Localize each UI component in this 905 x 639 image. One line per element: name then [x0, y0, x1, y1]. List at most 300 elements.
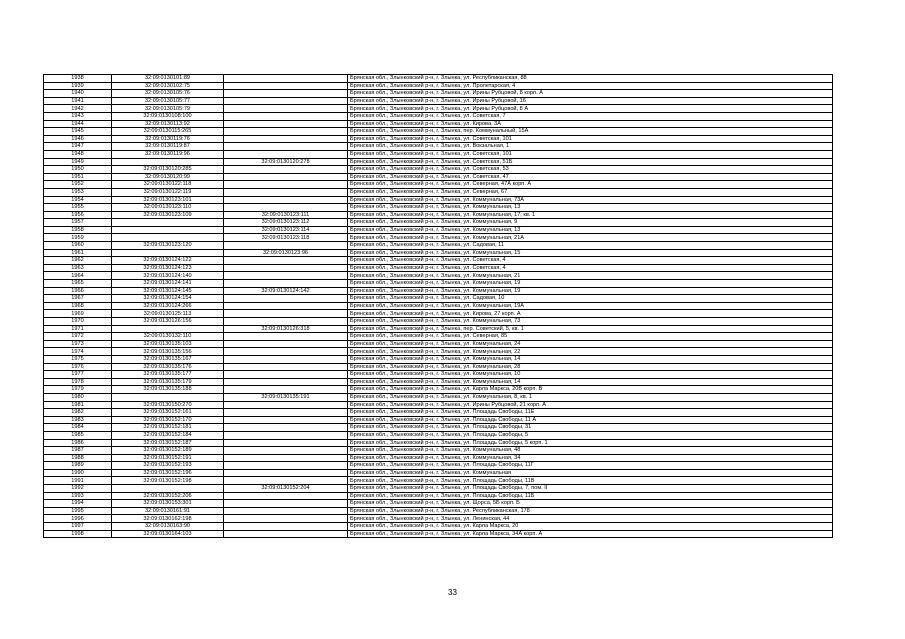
address-cell: Брянская обл., Злынковский р-н, г. Злынка, ул. Ирины Рубцовой, 16 [348, 97, 833, 105]
row-number-cell: 1945 [44, 128, 112, 136]
address-cell: Брянская обл., Злынковский р-н, г. Злынка, ул. Коммунальная, 48 [348, 447, 833, 455]
secondary-cadastral-number-cell [224, 416, 348, 424]
row-number-cell: 1947 [44, 143, 112, 151]
address-cell: Брянская обл., Злынковский р-н, г. Злынка, ул. Площадь Свободы, 11В [348, 477, 833, 485]
address-cell: Брянская обл., Злынковский р-н, г. Злынка, ул. Коммунальная, 22 [348, 348, 833, 356]
table-row [44, 234, 833, 242]
cadastral-number-cell: 32:09:0130135:176 [112, 363, 224, 371]
secondary-cadastral-number-cell [224, 143, 348, 151]
table-row [44, 166, 833, 174]
cadastral-number-cell: 32:09:0130152:198 [112, 477, 224, 485]
address-cell: Брянская обл., Злынковский р-н, г. Злынка, пер. Коммунальный, 15А [348, 128, 833, 136]
address-cell: Брянская обл., Злынковский р-н, г. Злынка, ул. Ирины Рубцовой, 8 корп. А [348, 90, 833, 98]
cadastral-number-cell: 32:09:0130122:119 [112, 188, 224, 196]
address-cell: Брянская обл., Злынковский р-н, г. Злынка, ул. Коммунальная, 8, кв. 1 [348, 393, 833, 401]
table-row [44, 431, 833, 439]
cadastral-number-cell: 32:09:0130152:193 [112, 462, 224, 470]
table-row [44, 393, 833, 401]
address-cell: Брянская обл., Злынковский р-н, г. Злынка, ул. Коммунальная, 13 [348, 204, 833, 212]
table-row [44, 386, 833, 394]
row-number-cell: 1954 [44, 196, 112, 204]
address-cell: Брянская обл., Злынковский р-н, г. Злынка, ул. Коммунальная, 10 [348, 371, 833, 379]
row-number-cell: 1939 [44, 82, 112, 90]
secondary-cadastral-number-cell [224, 515, 348, 523]
row-number-cell: 1949 [44, 158, 112, 166]
address-cell: Брянская обл., Злынковский р-н, г. Злынка, ул. Советская, 4 [348, 264, 833, 272]
secondary-cadastral-number-cell [224, 492, 348, 500]
table-row [44, 287, 833, 295]
table-row [44, 310, 833, 318]
cadastral-number-cell: 32:09:0130123:101 [112, 196, 224, 204]
row-number-cell: 1960 [44, 242, 112, 250]
address-cell: Брянская обл., Злынковский р-н, г. Злынка, ул. Садовая, 11 [348, 242, 833, 250]
secondary-cadastral-number-cell: 32:09:0130126:318 [224, 325, 348, 333]
table-row [44, 120, 833, 128]
row-number-cell: 1990 [44, 469, 112, 477]
address-cell: Брянская обл., Злынковский р-н, г. Злынка, ул. Карла Маркса, 20 [348, 523, 833, 531]
row-number-cell: 1996 [44, 515, 112, 523]
row-number-cell: 1969 [44, 310, 112, 318]
secondary-cadastral-number-cell [224, 280, 348, 288]
table-row [44, 424, 833, 432]
cadastral-number-cell: 32:09:0130124:266 [112, 302, 224, 310]
row-number-cell: 1972 [44, 333, 112, 341]
row-number-cell: 1953 [44, 188, 112, 196]
cadastral-number-cell: 32:09:0130162:198 [112, 515, 224, 523]
address-cell: Брянская обл., Злынковский р-н, г. Злынка, ул. Коммунальная, 73А [348, 196, 833, 204]
table-row [44, 112, 833, 120]
row-number-cell: 1997 [44, 523, 112, 531]
address-cell: Брянская обл., Злынковский р-н, г. Злынка, ул. Ирины Рубцовой, 21 корп. А [348, 401, 833, 409]
secondary-cadastral-number-cell [224, 302, 348, 310]
address-cell: Брянская обл., Злынковский р-н, г. Злынка, ул. Советская, 101 [348, 150, 833, 158]
row-number-cell: 1963 [44, 264, 112, 272]
cadastral-number-cell: 32:09:0130124:154 [112, 295, 224, 303]
row-number-cell: 1964 [44, 272, 112, 280]
address-cell: Брянская обл., Злынковский р-н, г. Злынка, ул. Площадь Свободы, 11 А [348, 416, 833, 424]
cadastral-number-cell: 32:09:0130152:161 [112, 409, 224, 417]
cadastral-number-cell [112, 234, 224, 242]
cadastral-number-cell: 32:09:0130125:113 [112, 310, 224, 318]
secondary-cadastral-number-cell [224, 105, 348, 113]
cadastral-number-cell: 32:09:0130105:77 [112, 97, 224, 105]
row-number-cell: 1956 [44, 211, 112, 219]
row-number-cell: 1973 [44, 340, 112, 348]
cadastral-number-cell: 32:09:0130152:184 [112, 431, 224, 439]
cadastral-number-cell [112, 226, 224, 234]
table-row [44, 485, 833, 493]
address-cell: Брянская обл., Злынковский р-н, г. Злынка, ул. Коммунальная [348, 469, 833, 477]
secondary-cadastral-number-cell [224, 348, 348, 356]
table-row [44, 378, 833, 386]
table-row [44, 340, 833, 348]
row-number-cell: 1950 [44, 166, 112, 174]
row-number-cell: 1965 [44, 280, 112, 288]
cadastral-number-cell: 32:09:0130120:99 [112, 173, 224, 181]
row-number-cell: 1991 [44, 477, 112, 485]
row-number-cell: 1942 [44, 105, 112, 113]
cadastral-number-cell: 32:09:0130101:89 [112, 75, 224, 83]
table-row [44, 150, 833, 158]
secondary-cadastral-number-cell: 32:09:0130123:96 [224, 249, 348, 257]
address-cell: Брянская обл., Злынковский р-н, г. Злынка, ул. Коммунальная, 19А [348, 302, 833, 310]
address-cell: Брянская обл., Злынковский р-н, г. Злынка, ул. Площадь Свободы, 7, пом. II [348, 485, 833, 493]
row-number-cell: 1979 [44, 386, 112, 394]
address-cell: Брянская обл., Злынковский р-н, г. Злынка, ул. Коммунальная, 21А [348, 234, 833, 242]
address-cell: Брянская обл., Злынковский р-н, г. Злынка, ул. Коммунальная, 14 [348, 378, 833, 386]
table-row [44, 242, 833, 250]
table-row [44, 515, 833, 523]
cadastral-number-cell [112, 158, 224, 166]
secondary-cadastral-number-cell [224, 447, 348, 455]
row-number-cell: 1940 [44, 90, 112, 98]
cadastral-number-cell: 32:09:0130119:76 [112, 135, 224, 143]
cadastral-number-cell: 32:09:0130161:91 [112, 507, 224, 515]
secondary-cadastral-number-cell [224, 454, 348, 462]
secondary-cadastral-number-cell [224, 188, 348, 196]
table-row [44, 295, 833, 303]
row-number-cell: 1941 [44, 97, 112, 105]
cadastral-number-cell: 32:09:0130124:140 [112, 272, 224, 280]
cadastral-number-cell: 32:09:0130153:301 [112, 500, 224, 508]
cadastral-number-cell: 32:09:0130152:181 [112, 424, 224, 432]
row-number-cell: 1951 [44, 173, 112, 181]
row-number-cell: 1981 [44, 401, 112, 409]
cadastral-number-cell [112, 393, 224, 401]
table-row [44, 371, 833, 379]
page-number: 33 [448, 588, 457, 597]
secondary-cadastral-number-cell [224, 166, 348, 174]
cadastral-number-cell: 32:09:0130108:100 [112, 112, 224, 120]
table-row [44, 173, 833, 181]
table-row [44, 75, 833, 83]
address-cell: Брянская обл., Злынковский р-н, г. Злынка, ул. Коммунальная, 28 [348, 363, 833, 371]
table-row [44, 105, 833, 113]
address-cell: Брянская обл., Злынковский р-н, г. Злынка, ул. Северная, 67 [348, 188, 833, 196]
cadastral-number-cell: 32:09:0130152:189 [112, 447, 224, 455]
row-number-cell: 1994 [44, 500, 112, 508]
table-row [44, 211, 833, 219]
table-row [44, 143, 833, 151]
row-number-cell: 1980 [44, 393, 112, 401]
secondary-cadastral-number-cell: 32:09:0130152:204 [224, 485, 348, 493]
cadastral-number-cell: 32:09:0130120:285 [112, 166, 224, 174]
row-number-cell: 1977 [44, 371, 112, 379]
address-cell: Брянская обл., Злынковский р-н, г. Злынка, ул. Коммунальная, 9 [348, 219, 833, 227]
secondary-cadastral-number-cell [224, 333, 348, 341]
registry-table [43, 74, 833, 538]
address-cell: Брянская обл., Злынковский р-н, г. Злынка, ул. Площадь Свободы, 5 [348, 431, 833, 439]
table-row [44, 82, 833, 90]
address-cell: Брянская обл., Злынковский р-н, г. Злынка, ул. Коммунальная, 17, кв. 1 [348, 211, 833, 219]
cadastral-number-cell [112, 219, 224, 227]
secondary-cadastral-number-cell [224, 401, 348, 409]
secondary-cadastral-number-cell: 32:09:0130123:114 [224, 226, 348, 234]
secondary-cadastral-number-cell [224, 272, 348, 280]
row-number-cell: 1989 [44, 462, 112, 470]
cadastral-number-cell: 32:09:0130124:145 [112, 287, 224, 295]
table-row [44, 97, 833, 105]
secondary-cadastral-number-cell [224, 75, 348, 83]
cadastral-number-cell: 32:09:0130115:265 [112, 128, 224, 136]
secondary-cadastral-number-cell: 32:09:0130120:278 [224, 158, 348, 166]
row-number-cell: 1983 [44, 416, 112, 424]
cadastral-number-cell: 32:09:0130150:270 [112, 401, 224, 409]
row-number-cell: 1992 [44, 485, 112, 493]
row-number-cell: 1966 [44, 287, 112, 295]
address-cell: Брянская обл., Злынковский р-н, г. Злынка, ул. Площадь Свободы, 11Г [348, 462, 833, 470]
address-cell: Брянская обл., Злынковский р-н, г. Злынка, ул. Площадь Свободы, 31 [348, 424, 833, 432]
address-cell: Брянская обл., Злынковский р-н, г. Злынка, ул. Советская, 53 [348, 166, 833, 174]
table-row [44, 188, 833, 196]
secondary-cadastral-number-cell [224, 135, 348, 143]
secondary-cadastral-number-cell [224, 310, 348, 318]
table-row [44, 272, 833, 280]
cadastral-number-cell: 32:09:0130152:206 [112, 492, 224, 500]
secondary-cadastral-number-cell [224, 97, 348, 105]
address-cell: Брянская обл., Злынковский р-н, г. Злынка, ул. Площадь Свободы, 11Е [348, 409, 833, 417]
secondary-cadastral-number-cell: 32:09:0130123:111 [224, 211, 348, 219]
cadastral-number-cell: 32:09:0130152:170 [112, 416, 224, 424]
secondary-cadastral-number-cell [224, 523, 348, 531]
table-row [44, 302, 833, 310]
table-row [44, 128, 833, 136]
row-number-cell: 1968 [44, 302, 112, 310]
address-cell: Брянская обл., Злынковский р-н, г. Злынка, ул. Садовая, 10 [348, 295, 833, 303]
secondary-cadastral-number-cell [224, 257, 348, 265]
row-number-cell: 1957 [44, 219, 112, 227]
row-number-cell: 1986 [44, 439, 112, 447]
secondary-cadastral-number-cell [224, 128, 348, 136]
cadastral-number-cell: 32:09:0130113:92 [112, 120, 224, 128]
row-number-cell: 1982 [44, 409, 112, 417]
address-cell: Брянская обл., Злынковский р-н, г. Злынка, пер. Советский, 5, кв. 1 [348, 325, 833, 333]
cadastral-number-cell: 32:09:0130163:90 [112, 523, 224, 531]
cadastral-number-cell: 32:09:0130135:177 [112, 371, 224, 379]
cadastral-number-cell: 32:09:0130123:109 [112, 211, 224, 219]
row-number-cell: 1978 [44, 378, 112, 386]
table-row [44, 454, 833, 462]
address-cell: Брянская обл., Злынковский р-н, г. Злынка, ул. Кирова, 27 корп. А [348, 310, 833, 318]
secondary-cadastral-number-cell [224, 409, 348, 417]
address-cell: Брянская обл., Злынковский р-н, г. Злынка, ул. Кирова, 3А [348, 120, 833, 128]
cadastral-number-cell: 32:09:0130105:76 [112, 90, 224, 98]
secondary-cadastral-number-cell [224, 424, 348, 432]
table-row [44, 462, 833, 470]
table-row [44, 500, 833, 508]
table-row [44, 226, 833, 234]
secondary-cadastral-number-cell [224, 82, 348, 90]
table-row [44, 348, 833, 356]
secondary-cadastral-number-cell [224, 439, 348, 447]
cadastral-number-cell: 32:09:0130124:122 [112, 257, 224, 265]
table-row [44, 507, 833, 515]
row-number-cell: 1955 [44, 204, 112, 212]
row-number-cell: 1985 [44, 431, 112, 439]
table-row [44, 318, 833, 326]
cadastral-number-cell: 32:09:0130135:179 [112, 378, 224, 386]
cadastral-number-cell: 32:09:0130123:110 [112, 204, 224, 212]
secondary-cadastral-number-cell [224, 431, 348, 439]
cadastral-number-cell: 32:09:0130123:120 [112, 242, 224, 250]
row-number-cell: 1970 [44, 318, 112, 326]
table-row [44, 530, 833, 538]
secondary-cadastral-number-cell [224, 469, 348, 477]
table-row [44, 469, 833, 477]
address-cell: Брянская обл., Злынковский р-н, г. Злынка, ул. Карла Маркса, 20В корп. В [348, 386, 833, 394]
address-cell: Брянская обл., Злынковский р-н, г. Злынка, ул. Коммунальная, 13 [348, 226, 833, 234]
cadastral-number-cell: 32:09:0130119:96 [112, 150, 224, 158]
cadastral-number-cell: 32:09:0130152:196 [112, 469, 224, 477]
cadastral-number-cell: 32:09:0130135:103 [112, 340, 224, 348]
row-number-cell: 1976 [44, 363, 112, 371]
table-row [44, 204, 833, 212]
secondary-cadastral-number-cell [224, 173, 348, 181]
row-number-cell: 1993 [44, 492, 112, 500]
table-row [44, 181, 833, 189]
secondary-cadastral-number-cell [224, 340, 348, 348]
address-cell: Брянская обл., Злынковский р-н, г. Злынка, ул. Коммунальная, 73 [348, 318, 833, 326]
secondary-cadastral-number-cell: 32:09:0130124:142 [224, 287, 348, 295]
table-row [44, 477, 833, 485]
table-row [44, 325, 833, 333]
row-number-cell: 1998 [44, 530, 112, 538]
row-number-cell: 1944 [44, 120, 112, 128]
address-cell: Брянская обл., Злынковский р-н, г. Злынка, ул. Республиканская, 88 [348, 75, 833, 83]
row-number-cell: 1961 [44, 249, 112, 257]
address-cell: Брянская обл., Злынковский р-н, г. Злынка, ул. Советская, 51Б [348, 158, 833, 166]
table-row [44, 355, 833, 363]
secondary-cadastral-number-cell [224, 530, 348, 538]
cadastral-number-cell: 32:09:0130132:110 [112, 333, 224, 341]
address-cell: Брянская обл., Злынковский р-н, г. Злынка, ул. Коммунальная, 34 [348, 454, 833, 462]
secondary-cadastral-number-cell [224, 196, 348, 204]
row-number-cell: 1967 [44, 295, 112, 303]
row-number-cell: 1938 [44, 75, 112, 83]
table-row [44, 219, 833, 227]
table-row [44, 90, 833, 98]
row-number-cell: 1962 [44, 257, 112, 265]
address-cell: Брянская обл., Злынковский р-н, г. Злынка, ул. Коммунальная, 21 [348, 272, 833, 280]
secondary-cadastral-number-cell [224, 477, 348, 485]
secondary-cadastral-number-cell [224, 363, 348, 371]
row-number-cell: 1943 [44, 112, 112, 120]
address-cell: Брянская обл., Злынковский р-н, г. Злынка, ул. Советская, 47 [348, 173, 833, 181]
cadastral-number-cell: 32:09:0130164:103 [112, 530, 224, 538]
table-row [44, 439, 833, 447]
address-cell: Брянская обл., Злынковский р-н, г. Злынка, ул. Площадь Свободы, 11Б [348, 492, 833, 500]
row-number-cell: 1975 [44, 355, 112, 363]
row-number-cell: 1984 [44, 424, 112, 432]
row-number-cell: 1974 [44, 348, 112, 356]
secondary-cadastral-number-cell [224, 462, 348, 470]
address-cell: Брянская обл., Злынковский р-н, г. Злынка, ул. Коммунальная, 14 [348, 355, 833, 363]
cadastral-number-cell: 32:09:0130124:123 [112, 264, 224, 272]
secondary-cadastral-number-cell [224, 500, 348, 508]
secondary-cadastral-number-cell [224, 318, 348, 326]
secondary-cadastral-number-cell [224, 242, 348, 250]
table-row [44, 264, 833, 272]
address-cell: Брянская обл., Злынковский р-н, г. Злынка, ул. Северная, 85 [348, 333, 833, 341]
address-cell: Брянская обл., Злынковский р-н, г. Злынка, ул. Коммунальная, 15 [348, 249, 833, 257]
row-number-cell: 1959 [44, 234, 112, 242]
table-row [44, 257, 833, 265]
secondary-cadastral-number-cell [224, 120, 348, 128]
table-row [44, 249, 833, 257]
secondary-cadastral-number-cell [224, 386, 348, 394]
cadastral-number-cell: 32:09:0130152:187 [112, 439, 224, 447]
table-row [44, 523, 833, 531]
secondary-cadastral-number-cell [224, 264, 348, 272]
secondary-cadastral-number-cell: 32:09:0130123:112 [224, 219, 348, 227]
address-cell: Брянская обл., Злынковский р-н, г. Злынка, ул. Коммунальная, 19 [348, 287, 833, 295]
address-cell: Брянская обл., Злынковский р-н, г. Злынка, ул. Щорса, 5Б корп. Б [348, 500, 833, 508]
row-number-cell: 1988 [44, 454, 112, 462]
cadastral-number-cell: 32:09:0130135:156 [112, 348, 224, 356]
cadastral-number-cell: 32:09:0130122:118 [112, 181, 224, 189]
table-row [44, 492, 833, 500]
cadastral-number-cell: 32:09:0130124:141 [112, 280, 224, 288]
row-number-cell: 1948 [44, 150, 112, 158]
cadastral-number-cell: 32:09:0130135:188 [112, 386, 224, 394]
registry-table-body [44, 75, 833, 538]
row-number-cell: 1946 [44, 135, 112, 143]
secondary-cadastral-number-cell [224, 295, 348, 303]
table-row [44, 416, 833, 424]
cadastral-number-cell: 32:09:0130105:79 [112, 105, 224, 113]
secondary-cadastral-number-cell [224, 378, 348, 386]
table-row [44, 333, 833, 341]
address-cell: Брянская обл., Злынковский р-н, г. Злынка, ул. Коммунальная, 19 [348, 280, 833, 288]
table-row [44, 363, 833, 371]
table-row [44, 135, 833, 143]
table-row [44, 196, 833, 204]
secondary-cadastral-number-cell [224, 371, 348, 379]
secondary-cadastral-number-cell [224, 204, 348, 212]
cadastral-number-cell: 32:09:0130119:87 [112, 143, 224, 151]
address-cell: Брянская обл., Злынковский р-н, г. Злынка, ул. Советская, 101 [348, 135, 833, 143]
address-cell: Брянская обл., Злынковский р-н, г. Злынка, ул. Площадь Свободы, 5 корп. 1 [348, 439, 833, 447]
address-cell: Брянская обл., Злынковский р-н, г. Злынка, ул. Советская, 4 [348, 257, 833, 265]
address-cell: Брянская обл., Злынковский р-н, г. Злынка, ул. Пролетарская, 4 [348, 82, 833, 90]
secondary-cadastral-number-cell [224, 150, 348, 158]
cadastral-number-cell [112, 325, 224, 333]
secondary-cadastral-number-cell [224, 507, 348, 515]
cadastral-number-cell [112, 485, 224, 493]
cadastral-number-cell [112, 249, 224, 257]
secondary-cadastral-number-cell: 32:09:0130135:191 [224, 393, 348, 401]
address-cell: Брянская обл., Злынковский р-н, г. Злынка, ул. Северная, 47А корп. А [348, 181, 833, 189]
cadastral-number-cell: 32:09:0130152:191 [112, 454, 224, 462]
table-row [44, 409, 833, 417]
secondary-cadastral-number-cell [224, 112, 348, 120]
address-cell: Брянская обл., Злынковский р-н, г. Злынка, ул. Карла Маркса, 34А корп. А [348, 530, 833, 538]
cadastral-number-cell: 32:09:0130135:167 [112, 355, 224, 363]
address-cell: Брянская обл., Злынковский р-н, г. Злынка, ул. Ленинская, 44 [348, 515, 833, 523]
secondary-cadastral-number-cell [224, 355, 348, 363]
secondary-cadastral-number-cell [224, 181, 348, 189]
address-cell: Брянская обл., Злынковский р-н, г. Злынка, ул. Вокзальная, 1 [348, 143, 833, 151]
row-number-cell: 1995 [44, 507, 112, 515]
address-cell: Брянская обл., Злынковский р-н, г. Злынка, ул. Советская, 7 [348, 112, 833, 120]
row-number-cell: 1958 [44, 226, 112, 234]
address-cell: Брянская обл., Злынковский р-н, г. Злынка, ул. Республиканская, 178 [348, 507, 833, 515]
table-row [44, 158, 833, 166]
address-cell: Брянская обл., Злынковский р-н, г. Злынка, ул. Коммунальная, 24 [348, 340, 833, 348]
secondary-cadastral-number-cell: 32:09:0130123:118 [224, 234, 348, 242]
address-cell: Брянская обл., Злынковский р-н, г. Злынка, ул. Ирины Рубцовой, 8 А [348, 105, 833, 113]
table-row [44, 280, 833, 288]
